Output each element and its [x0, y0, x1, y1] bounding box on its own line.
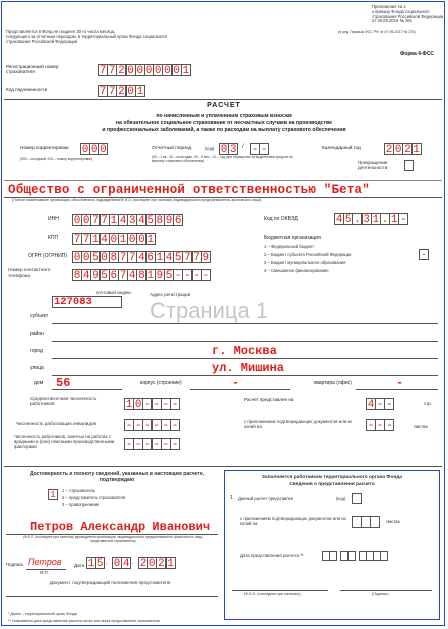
form-cell: 4	[165, 252, 173, 264]
form-cell: 7	[119, 270, 127, 282]
form-cell: 1	[147, 270, 154, 282]
form-cell: 7	[99, 65, 107, 77]
district-field[interactable]	[52, 341, 438, 342]
form-cell: 8	[73, 270, 81, 282]
form-cell: 2	[139, 558, 147, 570]
form-cell: 2	[158, 558, 165, 570]
fund-attach-unit: листах	[386, 519, 400, 524]
form-cell: 0	[73, 215, 81, 227]
form-cell: 3	[229, 144, 237, 156]
form-title-line-2: по начисленным и уплаченным страховым взносам	[156, 113, 292, 119]
form-cell: -	[134, 420, 142, 432]
form-cell: 3	[128, 215, 136, 227]
form-cell: 6	[110, 270, 118, 282]
confirm-role-checkbox[interactable]: 1	[48, 489, 58, 500]
form-cell: 1	[87, 558, 95, 570]
appendix-line-2: к приказу Фонда социального	[372, 8, 430, 14]
form-cell: 1	[147, 234, 154, 246]
form-cell: 2	[118, 86, 125, 98]
building-label: корпус (строение)	[140, 380, 182, 386]
footnote-1: * Далее – территориальный орган Фонда	[8, 612, 77, 616]
form-title-line-3: на обязательное социальное страхование от несчастных случаев на производстве	[115, 120, 333, 126]
form-cell: -	[162, 399, 170, 411]
reg-number-cells[interactable]	[98, 64, 190, 76]
form-cell: -	[153, 420, 160, 432]
region-field[interactable]	[52, 323, 438, 324]
confirm-title: Достоверность и полноту сведений, указанных в настоящем расчете, подтверждаю	[29, 471, 204, 483]
form-cell: 5	[165, 270, 173, 282]
form-cell: -	[367, 420, 375, 432]
postal-index-label: почтовый индекс	[96, 290, 132, 295]
form-cell: 1	[167, 558, 174, 570]
form-cell: 1	[182, 65, 190, 77]
divider	[4, 99, 442, 100]
year-label: Календарный год	[322, 146, 361, 151]
form-cell: -	[171, 399, 179, 411]
budget-checkbox[interactable]: -	[419, 249, 429, 260]
form-cell: -	[125, 420, 133, 432]
fund-attach-label: с приложением подтверждающих документов или их копий на	[240, 516, 346, 526]
form-cell: 3	[363, 214, 370, 226]
fund-code-label: (код)	[336, 496, 346, 501]
form-cell: -	[202, 270, 210, 282]
form-cell: -	[171, 439, 179, 451]
attach-unit: листах	[414, 424, 428, 429]
house-label: дом	[34, 380, 44, 386]
district-label: район	[30, 331, 44, 337]
form-cell: 0	[127, 86, 134, 98]
footnote-2: ** Указывается дата представления расчета лично или через представителя страхователя	[8, 619, 160, 623]
appendix-line-5: (в ред. Приказа ФСС РФ от 07.06.2017 № 275)	[338, 30, 416, 34]
fund-code-box[interactable]	[352, 493, 362, 504]
ogrn-cells[interactable]	[72, 251, 210, 263]
confirm-option-3: 3 – правопреемник	[62, 502, 100, 507]
budget-option-2: 2 – Бюджет субъекта Российской Федерации	[264, 252, 352, 257]
confirm-option-1: 1 – страхователь	[62, 488, 96, 493]
correction-label: Номер корректировки	[20, 146, 69, 151]
form-cell: 4	[367, 399, 375, 411]
form-cell: -	[376, 399, 384, 411]
kpp-cells[interactable]	[72, 233, 155, 245]
date-label: Дата	[74, 563, 85, 568]
page-watermark: Страница 1	[150, 298, 269, 323]
form-cell: 5	[344, 214, 352, 226]
form-cell: 0	[100, 144, 107, 156]
form-cell: 4	[138, 215, 145, 227]
inn-label: ИНН	[48, 216, 59, 222]
form-cell: 0	[394, 144, 402, 156]
form-cell: .	[381, 214, 389, 226]
year-cells[interactable]	[384, 143, 421, 155]
rep-doc-field[interactable]	[6, 596, 218, 597]
harmful-employees-label: Численность работников, занятых на работах с вредными и (или) опасными производственными факторами	[14, 434, 115, 450]
report-period-note: (03 – 1 кв., 06 – полугодие, 09 – 9 мес., 12 – год (при обращении за выделением средств на выплату страхового обеспечения)	[152, 155, 293, 163]
form-cell: 1	[413, 144, 420, 156]
form-cell: 7	[73, 234, 81, 246]
fund-number: 1	[230, 495, 233, 501]
form-cell: -	[376, 420, 384, 432]
submission-note	[6, 30, 167, 44]
form-cell: 8	[110, 252, 118, 264]
form-cell: -	[144, 420, 151, 432]
form-cell: 4	[119, 215, 127, 227]
street-label: улица	[30, 365, 44, 371]
form-cell: 7	[108, 86, 116, 98]
form-cell: -	[386, 420, 393, 432]
form-cell: 0	[82, 215, 90, 227]
form-cell: -	[171, 420, 179, 432]
submission-note-3: страхования Российской Федерации	[6, 38, 78, 44]
form-cell: -	[134, 439, 142, 451]
form-cell: 0	[220, 144, 228, 156]
form-cell: 4	[122, 558, 130, 570]
form-cell: 0	[101, 252, 108, 264]
org-name-note: (Полное наименование организации, обособленного подразделения/Ф.И.О. (последнее при наличии) индивидуального предпринимателя, физического лица)	[12, 198, 262, 202]
budget-option-3: 3 – Бюджет муниципального образования	[264, 260, 346, 265]
confirm-option-2: 2 – представитель страхователя	[62, 495, 126, 500]
form-cell: 7	[82, 234, 90, 246]
form-cell: 6	[147, 252, 154, 264]
form-cell: -	[251, 144, 259, 156]
sign-label: Подпись	[6, 562, 24, 567]
kpp-label: КПП	[48, 235, 59, 241]
form-cell: 0	[82, 252, 90, 264]
report-code-label: (код)	[205, 146, 215, 151]
form-cell: 0	[173, 65, 180, 77]
form-cell: 7	[101, 215, 108, 227]
form-cell: -	[153, 439, 160, 451]
appendix-line-1: Приложение № 1	[372, 4, 406, 9]
harmful-employees-cells[interactable]	[124, 438, 179, 450]
fund-date-cells[interactable]	[322, 551, 388, 561]
budget-option-4: 4 – Смешанное финансирование	[264, 268, 329, 273]
form-cell: 1	[92, 234, 99, 246]
attach-label: с приложением подтверждающих документов или их копий на	[244, 419, 353, 430]
fund-fio-note: (Ф.И.О. (последнее при наличии))	[244, 592, 301, 596]
form-cell: 4	[138, 252, 145, 264]
form-cell: 0	[154, 65, 162, 77]
form-cell: -	[260, 144, 268, 156]
reg-number-label: Регистрационный номер страхователя	[6, 64, 59, 75]
form-cell: 5	[92, 252, 99, 264]
disabled-employees-cells[interactable]	[124, 419, 179, 431]
form-cell: 0	[128, 234, 136, 246]
building-value[interactable]: -	[232, 376, 240, 390]
fund-title: Заполняется работником территориального органа Фонда	[261, 475, 403, 480]
pages-cells[interactable]	[366, 398, 394, 410]
avg-employees-label: Среднесписочная численность работников	[30, 396, 97, 407]
form-cell: 8	[156, 215, 164, 227]
form-cell: -	[386, 399, 393, 411]
form-cell: 7	[128, 252, 136, 264]
form-cell: 0	[73, 252, 81, 264]
house-value[interactable]: 56	[56, 376, 71, 390]
submission-note-1: Представляется в Фонд не позднее 20-го числа месяца,	[6, 29, 116, 34]
phone-label: Номер контактного телефона	[8, 268, 51, 279]
form-cell: 4	[128, 270, 136, 282]
fund-given-label: Данный расчет представлен	[238, 496, 294, 501]
fund-subtitle: Сведения о представлении расчета	[289, 482, 375, 487]
signer-name-note: (Ф.И.О. (последнее при наличии) руководителя организации, индивидуального предпринимателя, физического лица, представителя страхователя)	[22, 535, 204, 543]
city-label: город	[30, 348, 43, 354]
ogrn-label: ОГРН (ОГРНИП)	[28, 253, 67, 259]
form-cell: 4	[101, 234, 108, 246]
form-cell: 1	[110, 215, 118, 227]
form-cell: -	[125, 439, 133, 451]
form-cell: 1	[125, 399, 133, 411]
pages-label: Расчет представлен на	[244, 397, 294, 402]
form-cell: 0	[110, 234, 118, 246]
form-cell: 0	[148, 558, 156, 570]
form-cell: -	[174, 270, 182, 282]
form-cell: -	[162, 420, 170, 432]
subordination-label: Код подчиненности	[6, 87, 48, 92]
form-cell: 0	[127, 65, 134, 77]
budget-label: Бюджетная организация	[264, 235, 321, 241]
stamp-label: М.П.	[40, 570, 49, 575]
form-cell: 1	[390, 214, 398, 226]
report-period-extra-cells[interactable]	[250, 143, 268, 155]
form-title: РАСЧЕТ	[207, 102, 241, 109]
form-cell: 7	[108, 65, 116, 77]
phone-cells[interactable]	[72, 269, 210, 281]
form-cell: 1	[372, 214, 380, 226]
form-cell: 0	[134, 399, 142, 411]
pages-unit: стр.	[424, 401, 432, 406]
postal-index: 127083	[54, 296, 92, 308]
registration-address-label: Адрес регистрации	[150, 292, 191, 297]
fund-date-label: Дата представления расчета **	[240, 553, 304, 558]
correction-note: (000 – исходный, 001 – номер корректировки)	[20, 157, 93, 161]
inn-cells[interactable]	[72, 214, 182, 226]
form-cell: -	[184, 270, 191, 282]
form-cell: 4	[335, 214, 343, 226]
form-cell: -	[144, 399, 151, 411]
submission-note-2: следующего за отчетным периодом, в территориальный орган Фонда социального	[6, 33, 168, 39]
stop-activity-label: Прекращение деятельности	[358, 160, 388, 171]
appendix-line-3: страхования Российской Федерации	[372, 13, 444, 19]
form-cell: 0	[164, 65, 171, 77]
form-name: Форма 4-ФСС	[400, 51, 435, 57]
form-cell: 5	[147, 215, 154, 227]
form-cell: 1	[136, 86, 144, 98]
report-period-cells[interactable]	[219, 143, 237, 155]
form-cell: 1	[156, 252, 164, 264]
stop-activity-checkbox[interactable]	[404, 160, 414, 171]
correction-cells[interactable]	[80, 143, 108, 155]
signature[interactable]: Петров	[28, 557, 62, 567]
rep-doc-label: Документ, подтверждающий полномочия представителя	[49, 580, 171, 585]
form-cell: 7	[92, 215, 99, 227]
appendix-note	[372, 5, 443, 24]
signer-name[interactable]: Петров Александр Иванович	[30, 520, 211, 534]
form-cell: -	[400, 214, 407, 226]
org-name[interactable]: Общество с ограниченной ответственностью "Бета"	[8, 183, 370, 197]
form-cell: -	[162, 439, 170, 451]
attach-cells[interactable]	[366, 419, 394, 431]
form-cell: 0	[145, 65, 153, 77]
street-value[interactable]: ул. Мишина	[212, 361, 285, 375]
fund-fio-field[interactable]	[232, 590, 328, 591]
budget-option-1: 1 – Федеральный бюджет	[264, 244, 315, 249]
form-cell: 5	[96, 558, 104, 570]
form-cell: -	[144, 439, 151, 451]
form-cell: 8	[138, 270, 145, 282]
subordination-cells[interactable]	[98, 85, 144, 97]
form-cell: 9	[165, 215, 173, 227]
date-day-cells[interactable]	[86, 557, 104, 569]
form-cell: 1	[119, 234, 127, 246]
form-cell: 0	[90, 144, 98, 156]
form-cell: 4	[82, 270, 90, 282]
form-cell: 9	[156, 270, 164, 282]
city-value[interactable]: г. Москва	[212, 344, 277, 358]
date-month-cells[interactable]	[112, 557, 130, 569]
okved-label: Код по ОКВЭД	[264, 216, 298, 222]
report-period-label: Отчетный период	[152, 146, 192, 151]
fund-sign-field[interactable]	[340, 590, 432, 591]
form-cell: 9	[202, 252, 210, 264]
form-cell: 5	[174, 252, 182, 264]
form-cell: 2	[385, 144, 393, 156]
fund-section	[224, 470, 440, 620]
flat-label: квартира (офис)	[314, 380, 352, 386]
form-cell: 5	[101, 270, 108, 282]
appendix-line-4: от 26.09.2016 № 381	[372, 18, 413, 24]
date-year-cells[interactable]	[138, 557, 175, 569]
form-cell: -	[193, 270, 200, 282]
form-cell: 9	[92, 270, 99, 282]
disabled-employees-label: Численность работающих инвалидов	[16, 421, 96, 426]
form-cell: 7	[99, 86, 107, 98]
form-cell: 7	[119, 252, 127, 264]
form-cell: 0	[136, 65, 144, 77]
form-cell: 7	[193, 252, 200, 264]
okved-cells[interactable]	[334, 213, 408, 225]
fund-sign-note: (Подпись)	[372, 592, 389, 596]
form-cell: 7	[184, 252, 191, 264]
form-cell: 0	[81, 144, 89, 156]
form-cell: 6	[174, 215, 182, 227]
form-title-line-4: и профессиональных заболеваний, а также по расходам на выплату страхового обеспечения	[102, 127, 346, 133]
form-cell: 0	[138, 234, 145, 246]
form-cell: 0	[113, 558, 121, 570]
fund-attach-cells[interactable]	[352, 516, 380, 528]
form-cell: .	[354, 214, 361, 226]
form-cell: 2	[118, 65, 125, 77]
form-cell: -	[153, 399, 160, 411]
form-cell: 2	[404, 144, 411, 156]
region-label: субъект	[30, 313, 49, 319]
avg-employees-cells[interactable]	[124, 398, 179, 410]
flat-value[interactable]: -	[396, 376, 404, 390]
